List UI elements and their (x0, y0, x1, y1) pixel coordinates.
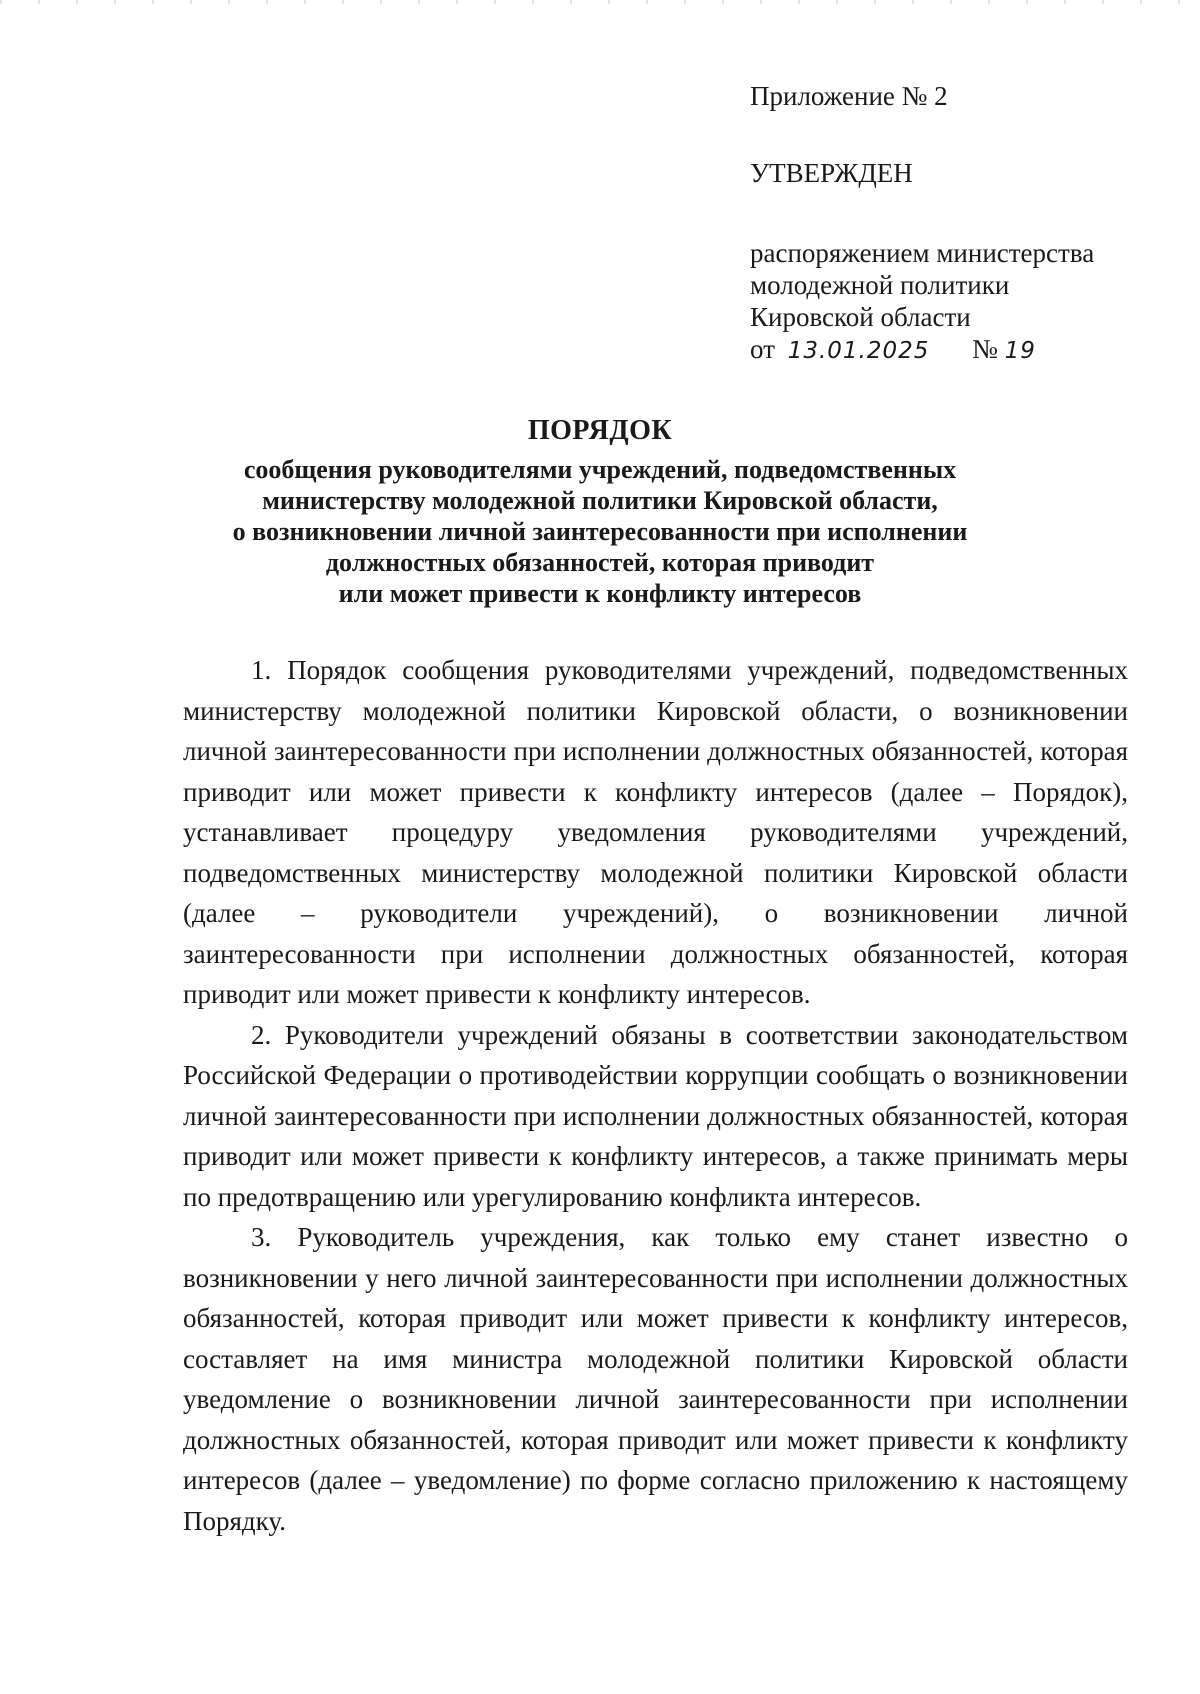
subtitle-line: сообщения руководителями учреждений, подведомственных (243, 455, 957, 484)
scan-edge-artifact (0, 0, 1200, 4)
subtitle-line: или может привести к конфликту интересов (338, 579, 862, 608)
number-label: № (972, 334, 998, 364)
subtitle-line: должностных обязанностей, которая приводит (325, 548, 875, 577)
document-heading (160, 415, 1040, 609)
document-subtitle (160, 454, 1040, 609)
approved-label: УТВЕРЖДЕН (750, 158, 913, 188)
approved-by-line: распоряжением министерства (750, 238, 1095, 268)
subtitle-line: о возникновении личной заинтересованности при исполнении (232, 517, 968, 546)
approved-by-line: Кировской области (750, 302, 971, 332)
approved-by-line: молодежной политики (750, 270, 1010, 300)
handwritten-date: 13.01.2025 (787, 338, 930, 364)
appendix-label: Приложение № 2 (750, 81, 948, 111)
paragraph-2: 2. Руководители учреждений обязаны в соответствии законодательством Российской Федерации о противодействии коррупции сообщать о возникновении личной заинтересованности при исполнении должностных обязанностей, которая приводит или может привести к конфликту интересов, а также принимать меры по предотвращению или урегулированию конфликта интересов. (183, 1019, 1128, 1212)
approved-by (750, 237, 1170, 367)
handwritten-number: 19 (1004, 338, 1036, 364)
approval-stamp-block (750, 80, 1170, 367)
subtitle-line: министерству молодежной политики Кировской области, (262, 486, 938, 515)
document-body (183, 650, 1128, 1541)
document-title: ПОРЯДОК (527, 415, 673, 446)
date-prefix: от (750, 334, 775, 364)
date-number-line (750, 333, 1170, 367)
paragraph-3: 3. Руководитель учреждения, как только ему станет известно о возникновении у него личной заинтересованности при исполнении должностных обязанностей, которая приводит или может привести к конфликту интересов, составляет на имя министра молодежной политики Кировской области уведомление о возникновении личной заинтересованности при исполнении должностных обязанностей, которая приводит или может привести к конфликту интересов (далее – уведомление) по форме согласно приложению к настоящему Порядку. (183, 1222, 1128, 1536)
paragraph-1: 1. Порядок сообщения руководителями учреждений, подведомственных министерству молодежной политики Кировской области, о возникновении личной заинтересованности при исполнении должностных обязанностей, которая приводит или может привести к конфликту интересов (далее – Порядок), устанавливает процедуру уведомления руководителями учреждений, подведомственных министерству молодежной политики Кировской области (далее – руководители учреждений), о возникновении личной заинтересованности при исполнении должностных обязанностей, которая приводит или может привести к конфликту интересов. (183, 655, 1128, 1009)
